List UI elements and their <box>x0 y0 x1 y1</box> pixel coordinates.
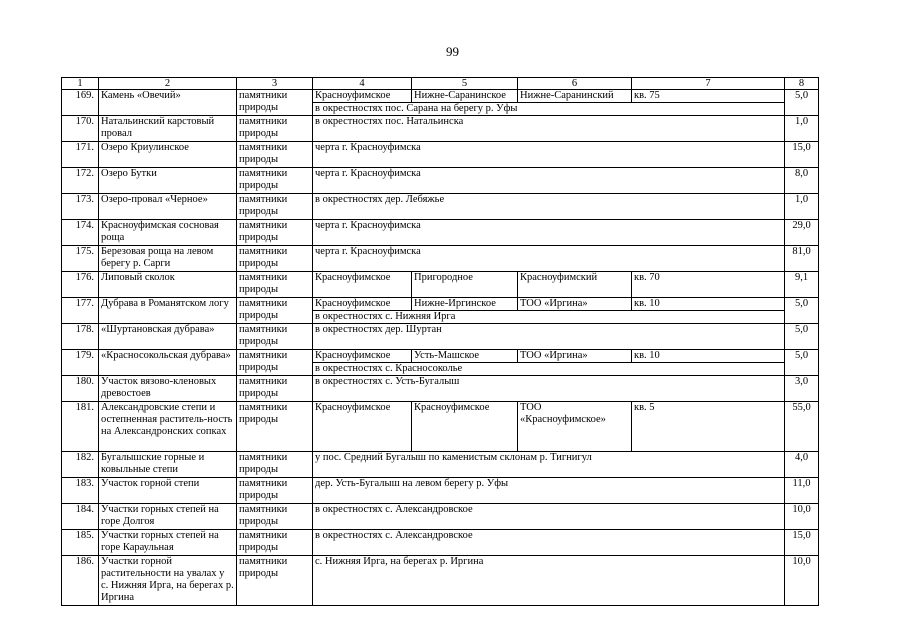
header-cell: 2 <box>99 78 237 90</box>
table-row <box>62 324 819 350</box>
area: 10,0 <box>785 556 819 606</box>
location: в окрестностях с. Александровское <box>313 504 785 530</box>
object-name: Камень «Овечий» <box>99 90 237 116</box>
district: Красноуфимское <box>313 90 412 103</box>
location: черта г. Красноуфимска <box>313 220 785 246</box>
object-name: Натальинский карстовый провал <box>99 116 237 142</box>
location: в окрестностях с. Александровское <box>313 530 785 556</box>
quarter: кв. 10 <box>632 350 785 363</box>
category: памятники природы <box>237 194 313 220</box>
subforestry: ТОО «Иргина» <box>518 350 632 363</box>
area: 5,0 <box>785 298 819 311</box>
category: памятники природы <box>237 556 313 606</box>
object-name: Березовая роща на левом берегу р. Сарги <box>99 246 237 272</box>
table-row <box>62 478 819 504</box>
location: в окрестностях дер. Шуртан <box>313 324 785 350</box>
object-name: Красноуфимская сосновая роща <box>99 220 237 246</box>
area: 3,0 <box>785 376 819 402</box>
district: Красноуфимское <box>313 402 412 452</box>
location: черта г. Красноуфимска <box>313 246 785 272</box>
quarter: кв. 70 <box>632 272 785 298</box>
table-row <box>62 452 819 478</box>
area: 5,0 <box>785 350 819 363</box>
row-number: 175. <box>62 246 99 272</box>
area-spacer <box>785 103 819 116</box>
location: в окрестностях пос. Сарана на берегу р. Уфы <box>313 103 785 116</box>
forestry: Усть-Машское <box>412 350 518 363</box>
district: Красноуфимское <box>313 350 412 363</box>
object-name: Александровские степи и остепненная раститель-ность на Александронских сопках <box>99 402 237 452</box>
row-number: 170. <box>62 116 99 142</box>
quarter: кв. 75 <box>632 90 785 103</box>
category: памятники природы <box>237 478 313 504</box>
object-name: Бугалышские горные и ковыльные степи <box>99 452 237 478</box>
table-row <box>62 220 819 246</box>
location: черта г. Красноуфимска <box>313 168 785 194</box>
table-row <box>62 272 819 298</box>
row-number: 173. <box>62 194 99 220</box>
location: в окрестностях с. Красносоколье <box>313 363 785 376</box>
table-row <box>62 116 819 142</box>
nature-monuments-table <box>61 77 819 606</box>
object-name: «Красносокольская дубрава» <box>99 350 237 376</box>
district: Красноуфимское <box>313 298 412 311</box>
quarter: кв. 5 <box>632 402 785 452</box>
category: памятники природы <box>237 168 313 194</box>
area: 10,0 <box>785 504 819 530</box>
header-cell: 4 <box>313 78 412 90</box>
object-name: «Шуртановская дубрава» <box>99 324 237 350</box>
location: в окрестностях с. Нижняя Ирга <box>313 311 785 324</box>
category: памятники природы <box>237 246 313 272</box>
subforestry: ТОО «Иргина» <box>518 298 632 311</box>
page-number: 99 <box>446 44 459 59</box>
header-cell: 7 <box>632 78 785 90</box>
table-row <box>62 504 819 530</box>
table-row <box>62 168 819 194</box>
object-name: Озеро Бутки <box>99 168 237 194</box>
header-cell: 8 <box>785 78 819 90</box>
district: Красноуфимское <box>313 272 412 298</box>
area: 8,0 <box>785 168 819 194</box>
object-name: Дубрава в Романятском логу <box>99 298 237 324</box>
header-cell: 5 <box>412 78 518 90</box>
category: памятники природы <box>237 142 313 168</box>
row-number: 172. <box>62 168 99 194</box>
object-name: Участки горных степей на горе Караульная <box>99 530 237 556</box>
area: 1,0 <box>785 194 819 220</box>
row-number: 169. <box>62 90 99 116</box>
object-name: Участки горных степей на горе Долгоя <box>99 504 237 530</box>
location: в окрестностях дер. Лебяжье <box>313 194 785 220</box>
category: памятники природы <box>237 350 313 376</box>
quarter: кв. 10 <box>632 298 785 311</box>
header-cell: 1 <box>62 78 99 90</box>
table-row <box>62 90 819 103</box>
location: черта г. Красноуфимска <box>313 142 785 168</box>
location: в окрестностях пос. Натальинска <box>313 116 785 142</box>
table-row <box>62 376 819 402</box>
row-number: 180. <box>62 376 99 402</box>
category: памятники природы <box>237 530 313 556</box>
row-number: 174. <box>62 220 99 246</box>
area: 29,0 <box>785 220 819 246</box>
location: в окрестностях с. Усть-Бугалыш <box>313 376 785 402</box>
object-name: Липовый сколок <box>99 272 237 298</box>
location: дер. Усть-Бугалыш на левом берегу р. Уфы <box>313 478 785 504</box>
table-row <box>62 142 819 168</box>
table-row <box>62 298 819 311</box>
forestry: Нижне-Иргинское <box>412 298 518 311</box>
object-name: Участки горной растительности на увалах у с. Нижняя Ирга, на берегах р. Иргина <box>99 556 237 606</box>
object-name: Участок горной степи <box>99 478 237 504</box>
row-number: 179. <box>62 350 99 376</box>
object-name: Озеро-провал «Черное» <box>99 194 237 220</box>
area: 15,0 <box>785 530 819 556</box>
area: 81,0 <box>785 246 819 272</box>
location: у пос. Средний Бугалыш по каменистым склонам р. Тигнигул <box>313 452 785 478</box>
table-row <box>62 530 819 556</box>
forestry: Нижне-Саранинское <box>412 90 518 103</box>
row-number: 185. <box>62 530 99 556</box>
area: 5,0 <box>785 90 819 103</box>
table-row <box>62 246 819 272</box>
category: памятники природы <box>237 376 313 402</box>
category: памятники природы <box>237 298 313 324</box>
table-row <box>62 556 819 606</box>
object-name: Озеро Криулинское <box>99 142 237 168</box>
row-number: 184. <box>62 504 99 530</box>
category: памятники природы <box>237 272 313 298</box>
row-number: 176. <box>62 272 99 298</box>
category: памятники природы <box>237 90 313 116</box>
object-name: Участок вязово-кленовых древостоев <box>99 376 237 402</box>
category: памятники природы <box>237 402 313 452</box>
location: с. Нижняя Ирга, на берегах р. Иргина <box>313 556 785 606</box>
row-number: 178. <box>62 324 99 350</box>
area: 15,0 <box>785 142 819 168</box>
area-spacer <box>785 311 819 324</box>
area: 4,0 <box>785 452 819 478</box>
table-row <box>62 350 819 363</box>
area: 55,0 <box>785 402 819 452</box>
row-number: 182. <box>62 452 99 478</box>
category: памятники природы <box>237 220 313 246</box>
header-cell: 3 <box>237 78 313 90</box>
forestry: Пригородное <box>412 272 518 298</box>
row-number: 181. <box>62 402 99 452</box>
area: 5,0 <box>785 324 819 350</box>
area: 1,0 <box>785 116 819 142</box>
subforestry: ТОО «Красноуфимское» <box>518 402 632 452</box>
table-row <box>62 194 819 220</box>
header-cell: 6 <box>518 78 632 90</box>
subforestry: Нижне-Саранинский <box>518 90 632 103</box>
row-number: 177. <box>62 298 99 324</box>
category: памятники природы <box>237 116 313 142</box>
row-number: 171. <box>62 142 99 168</box>
area: 9,1 <box>785 272 819 298</box>
category: памятники природы <box>237 452 313 478</box>
forestry: Красноуфимское <box>412 402 518 452</box>
row-number: 186. <box>62 556 99 606</box>
area-spacer <box>785 363 819 376</box>
category: памятники природы <box>237 504 313 530</box>
subforestry: Красноуфимский <box>518 272 632 298</box>
row-number: 183. <box>62 478 99 504</box>
category: памятники природы <box>237 324 313 350</box>
table-row <box>62 402 819 452</box>
area: 11,0 <box>785 478 819 504</box>
header-row <box>62 78 819 90</box>
